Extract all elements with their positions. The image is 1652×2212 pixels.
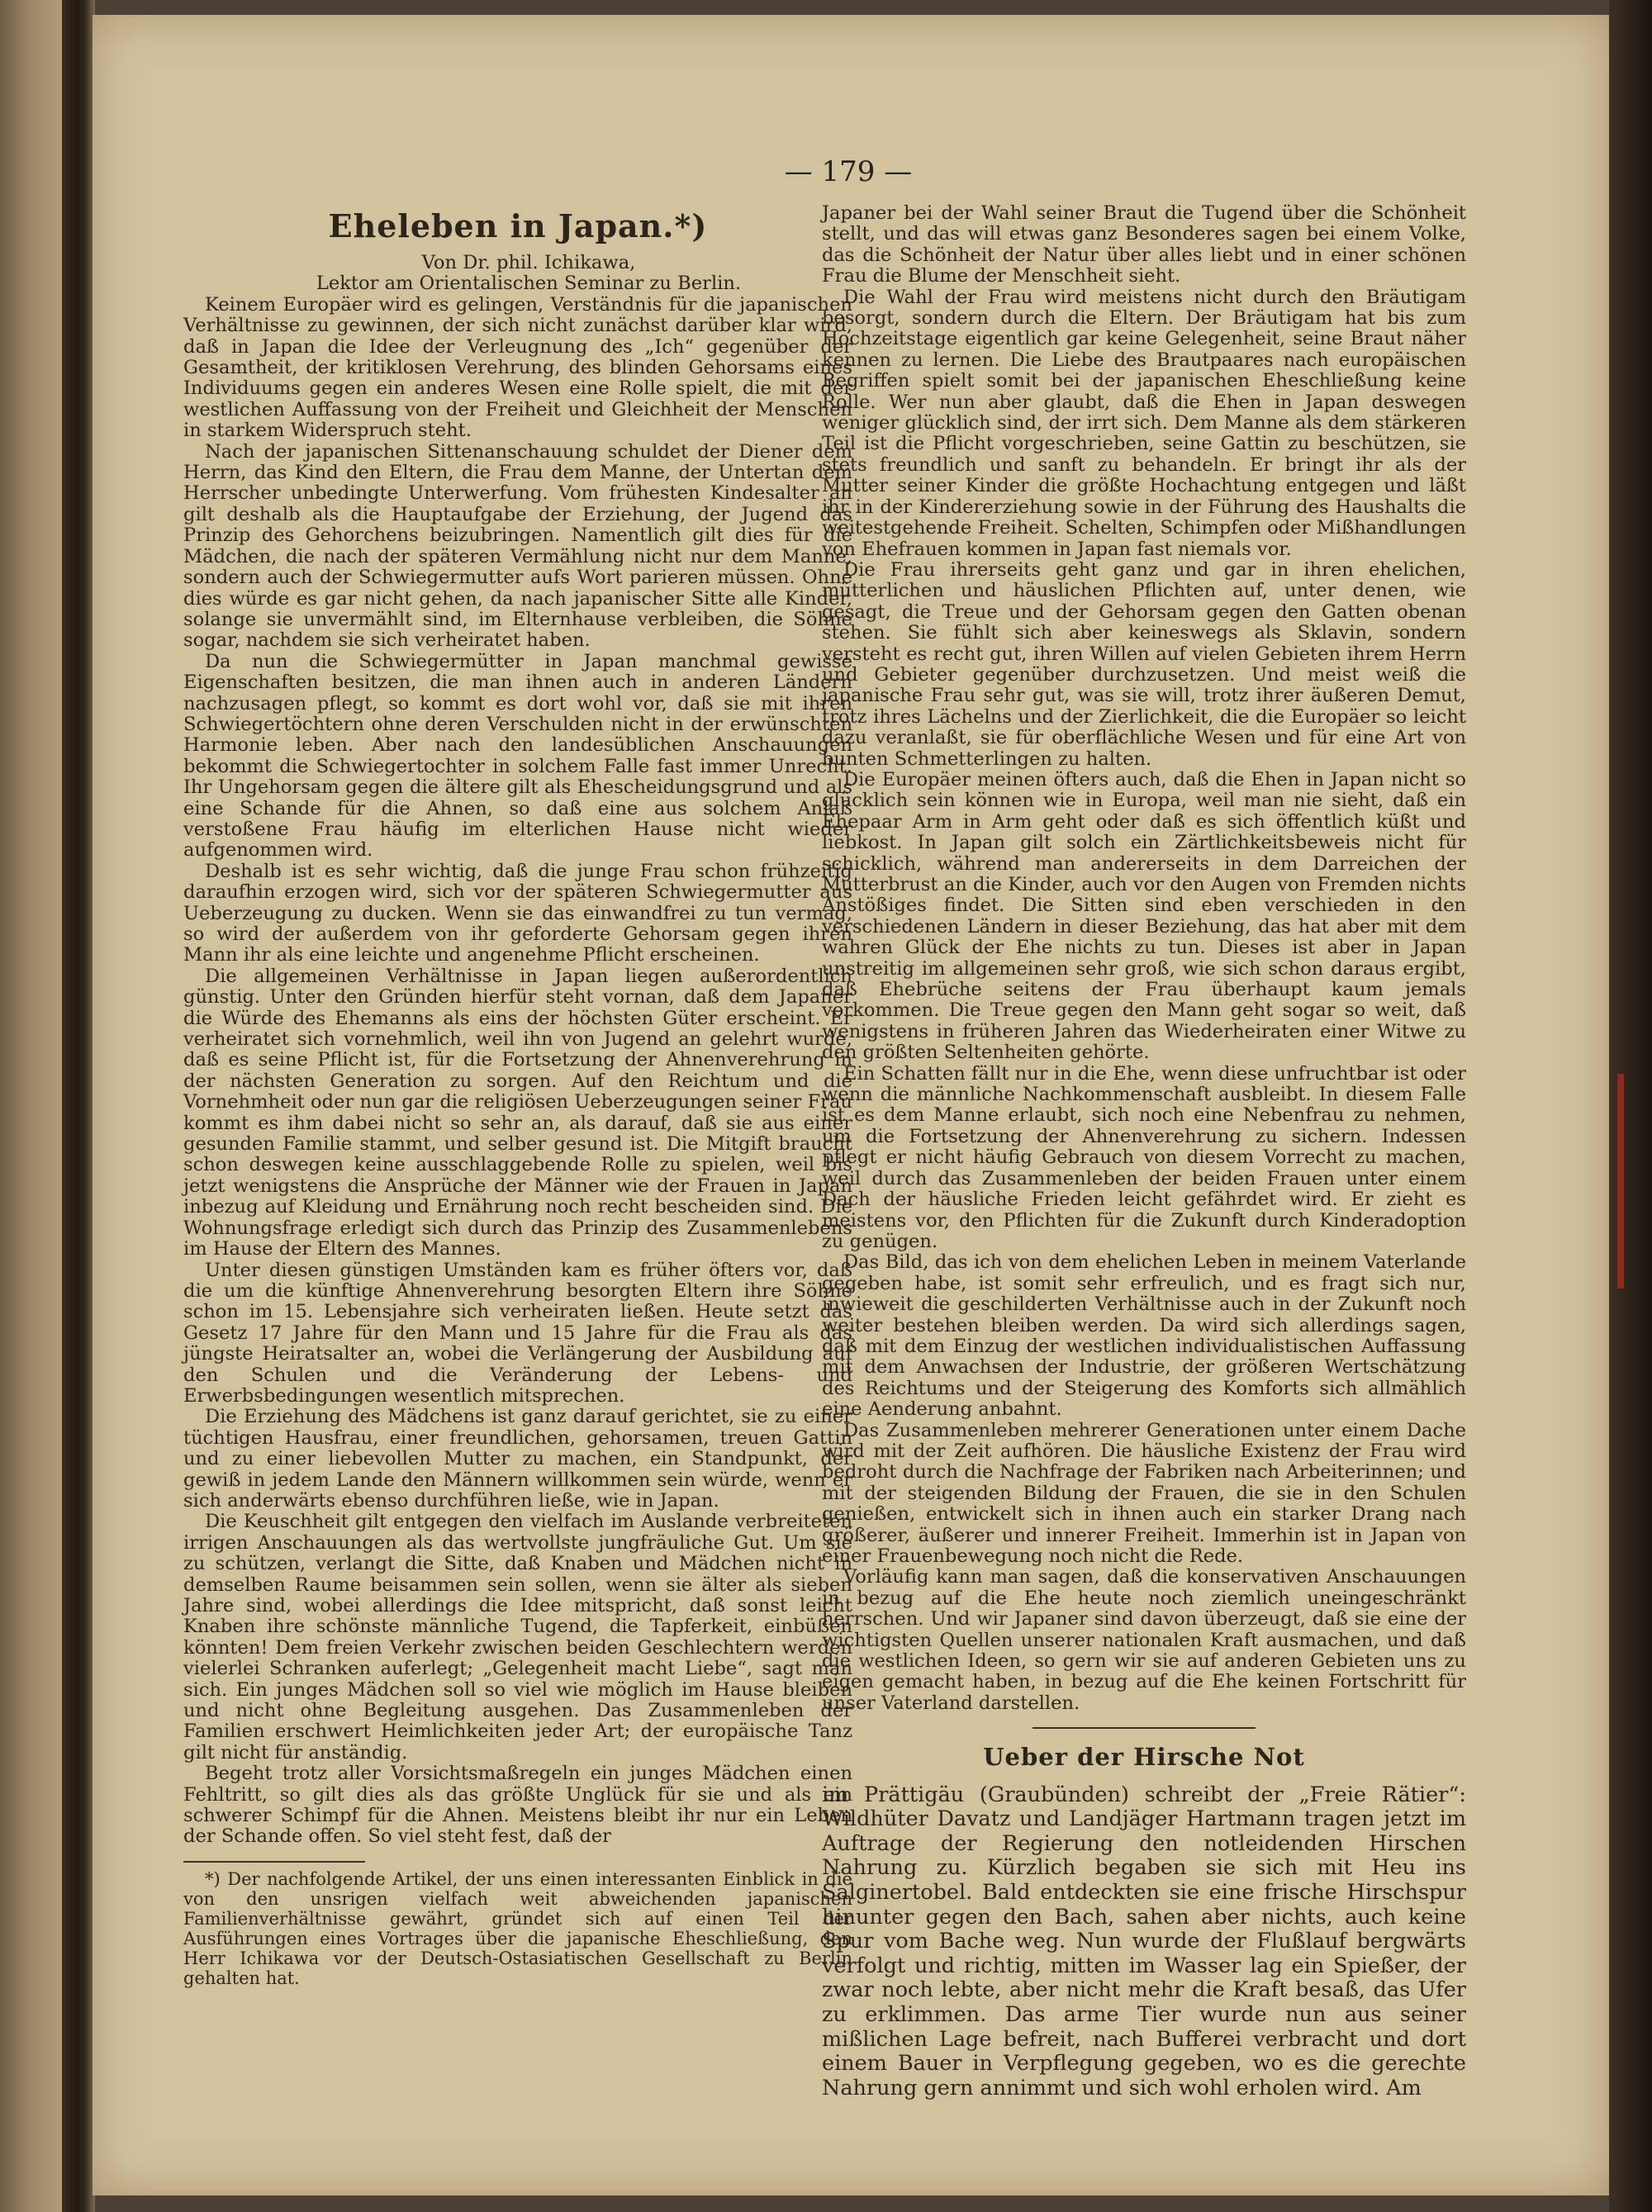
article-title: Eheleben in Japan.*) [328, 207, 708, 244]
paragraph: Deshalb ist es sehr wichtig, daß die junge Frau schon frühzeitig daraufhin erzogen wird, sich vor der späteren Schwiegermutter aus Ueberzeugung zu ducken. Wenn sie das einwandfrei zu tun vermag, so wird der außerdem von ihr geforderte Gehorsam gegen ihren Mann ihr als eine leichte und angenehme Pflicht erscheinen. [183, 860, 852, 966]
left-page-edge [0, 0, 62, 2212]
left-column [183, 203, 852, 1988]
paragraph: Nach der japanischen Sittenanschauung schuldet der Diener dem Herrn, das Kind den Eltern, die Frau dem Manne, der Untertan dem Herrscher unbedingte Unterwerfung. Vom frühesten Kindesalter an gilt deshalb als die Hauptaufgabe der Erziehung, der Jugend das Prinzip des Gehorchens beizubringen. Namentlich gilt dies für die Mädchen, die nach der späteren Vermählung nicht nur dem Manne, sondern auch der Schwiegermutter aufs Wort parieren müssen. Ohne dies würde es gar nicht gehen, da nach japanischer Sitte alle Kinder, solange sie unvermählt sind, im Elternhause verbleiben, die Söhne sogar, nachdem sie sich verheiratet haben. [183, 440, 852, 652]
paragraph: Das Bild, das ich von dem ehelichen Leben in meinem Vaterlande gegeben habe, ist somit sehr erfreulich, und es fragt sich nur, inwieweit die geschilderten Verhältnisse auch in der Zukunft noch weiter bestehen bleiben werden. Da wird sich allerdings sagen, daß mit dem Einzug der westlichen individualistischen Auffassung mit dem Anwachsen der Industrie, der größeren Wertschätzung des Reichtums und der Steigerung des Komforts sich allmählich eine Aenderung anbahnt. [822, 1251, 1466, 1421]
paragraph: Die Europäer meinen öfters auch, daß die Ehen in Japan nicht so glücklich sein können wie in Europa, weil man nie sieht, daß ein Ehepaar Arm in Arm geht oder daß es sich öffentlich küßt und liebkost. In Japan gilt solch ein Zärtlichkeitsbeweis nicht für schicklich, während man andererseits in dem Darreichen der Mutterbrust an die Kinder, auch vor den Augen von Fremden nichts Anstößiges findet. Die Sitten sind eben verschieden in den verschiedenen Ländern in dieser Beziehung, das hat aber mit dem wahren Glück der Ehe nichts zu tun. Dieses ist aber in Japan unstreitig im allgemeinen sehr groß, wie sich schon daraus ergibt, daß Ehebrüche seitens der Frau überhaupt kaum jemals vorkommen. Die Treue gegen den Mann geht sogar so weit, daß wenigstens in früheren Jahren das Wiederheiraten einer Witwe zu den größten Seltenheiten gehörte. [822, 768, 1466, 1064]
book-gutter [62, 0, 95, 2212]
paragraph: Japaner bei der Wahl seiner Braut die Tugend über die Schönheit stellt, und das will etwas ganz Besonderes sagen bei einem Volke, das die Schönheit der Natur über alles liebt und in einer schönen Frau die Blume der Menschheit sieht. [822, 202, 1466, 287]
paragraph: Die Frau ihrerseits geht ganz und gar in ihren ehelichen, mütterlichen und häuslichen Pflichten auf, unter denen, wie gesagt, die Treue und der Gehorsam gegen den Gatten obenan stehen. Sie fühlt sich aber keineswegs als Sklavin, sondern versteht es recht gut, ihren Willen auf vielen Gebieten ihrem Herrn und Gebieter gegenüber durchzusetzen. Und meist weiß die japanische Frau sehr gut, was sie will, trotz ihrer äußeren Demut, trotz ihres Lächelns und der Zierlichkeit, die die Europäer so leicht dazu veranlaßt, sie für oberflächliche Wesen und für eine Art von bunten Schmetterlingen zu halten. [822, 558, 1466, 770]
author-affiliation: Lektor am Orientalischen Seminar zu Berlin. [316, 273, 742, 295]
paragraph: Die Erziehung des Mädchens ist ganz darauf gerichtet, sie zu einer tüchtigen Hausfrau, einer freundlichen, gehorsamen, treuen Gattin und zu einer liebevollen Mutter zu machen, ein Standpunkt, der gewiß in jedem Lande den Männern willkommen sein würde, wenn er sich anderwärts ebenso durchführen ließe, wie in Japan. [183, 1406, 852, 1512]
book-edge [1609, 0, 1652, 2212]
paragraph: Unter diesen günstigen Umständen kam es früher öfters vor, daß die um die künftige Ahnenverehrung besorgten Eltern ihre Söhne schon im 15. Lebensjahre sich verheiraten ließen. Heute setzt das Gesetz 17 Jahre für den Mann und 15 Jahre für die Frau als das jüngste Heiratsalter an, wobei die Verlängerung der Ausbildung auf den Schulen und die Veränderung der Lebens- und Erwerbsbedingungen wesentlich mitsprechen. [183, 1259, 852, 1407]
paragraph: Die allgemeinen Verhältnisse in Japan liegen außerordentlich günstig. Unter den Gründen hierfür steht vornan, daß dem Japaner die Würde des Ehemanns als eins der höchsten Güter erscheint. Er verheiratet sich vornehmlich, weil ihn von Jugend an gelehrt wurde, daß es seine Pflicht ist, für die Fortsetzung der Ahnenverehrung in der nächsten Generation zu sorgen. Auf den Reichtum und die Vornehmheit oder nun gar die religiösen Ueberzeugungen seiner Frau kommt es ihm dabei nicht so sehr an, als darauf, daß sie aus einer gesunden Familie stammt, und selber gesund ist. Die Mitgift braucht schon deswegen keine ausschlaggebende Rolle zu spielen, weil bis jetzt wenigstens die Ansprüche der Männer wie der Frauen in Japan inbezug auf Kleidung und Ernährung noch recht bescheiden sind. Die Wohnungsfrage erledigt sich durch das Prinzip des Zusammenlebens im Hause der Eltern des Mannes. [183, 965, 852, 1260]
page-number: — 179 — [784, 155, 913, 188]
paragraph: im Prättigäu (Graubünden) schreibt der „Freie Rätier“: Wildhüter Davatz und Landjäger Hartmann tragen jetzt im Auftrage der Regierung den notleidenden Hirschen Nahrung zu. Kürzlich begaben sie sich mit Heu ins Salginertobel. Bald entdeckten sie eine frische Hirschspur hinunter gegen den Bach, sahen aber nichts, auch keine Spur vom Bache weg. Nun wurde der Flußlauf bergwärts verfolgt und richtig, mitten im Wasser lag ein Spießer, der zwar noch lebte, aber nicht mehr die Kraft besaß, das Ufer zu erklimmen. Das arme Tier wurde nun aus seiner mißlichen Lage befreit, nach Bufferei verbracht und dort einem Bauer in Verpflegung gegeben, wo es die gerechte Nahrung gern annimmt und sich wohl erholen wird. Am [822, 1782, 1466, 2100]
article-separator [1032, 1727, 1256, 1729]
paragraph: Begeht trotz aller Vorsichtsmaßregeln ein junges Mädchen einen Fehltritt, so gilt dies als das größte Unglück für sie und als ein schwerer Schimpf für die Ahnen. Meistens bleibt ihr nur ein Leben der Schande offen. So viel steht fest, daß der [183, 1763, 852, 1848]
paragraph: Das Zusammenleben mehrerer Generationen unter einem Dache wird mit der Zeit aufhören. Die häusliche Existenz der Frau wird bedroht durch die Nachfrage der Fabriken nach Arbeiterinnen; und mit der steigenden Bildung der Frauen, die sie in den Schulen genießen, entwickelt sich in ihnen auch ein starker Drang nach größerer, äußerer und innerer Freiheit. Immerhin ist in Japan von einer Frauenbewegung noch nicht die Rede. [822, 1419, 1466, 1567]
page [93, 15, 1609, 2195]
paragraph: Keinem Europäer wird es gelingen, Verständnis für die japanischen Verhältnisse zu gewinnen, der sich nicht zunächst darüber klar wird, daß in Japan die Idee der Verleugnung des „Ich“ gegenüber der Gesamtheit, der kritiklosen Verehrung, des blinden Gehorsams eines Individuums gegen ein anderes Wesen eine Rolle spielt, die mit der westlichen Auffassung von der Freiheit und Gleichheit der Menschen in starkem Widerspruch steht. [183, 293, 852, 442]
author-byline: Von Dr. phil. Ichikawa, [421, 252, 636, 273]
paragraph: Ein Schatten fällt nur in die Ehe, wenn diese unfruchtbar ist oder wenn die männliche Nachkommenschaft ausbleibt. In diesem Falle ist es dem Manne erlaubt, sich noch eine Nebenfrau zu nehmen, um die Fortsetzung der Ahnenverehrung zu sichern. Indessen pflegt er nicht häufig Gebrauch von diesem Vorrecht zu machen, weil durch das Zusammenleben der beiden Frauen unter einem Dach der häusliche Frieden leicht gefährdet wird. Er zieht es meistens vor, den Pflichten für die Zukunft durch Kinderadoption zu genügen. [822, 1062, 1466, 1252]
footnote-rule [183, 1861, 365, 1863]
paragraph: Die Wahl der Frau wird meistens nicht durch den Bräutigam besorgt, sondern durch die Eltern. Der Bräutigam hat bis zum Hochzeitstage eigentlich gar keine Gelegenheit, seine Braut näher kennen zu lernen. Die Liebe des Brautpaares nach europäischen Begriffen spielt somit bei der japanischen Eheschließung keine Rolle. Wer nun aber glaubt, daß die Ehen in Japan deswegen weniger glücklich sind, der irrt sich. Dem Manne als dem stärkeren Teil ist die Pflicht vorgeschrieben, seine Gattin zu beschützen, sie stets freundlich und sanft zu behandeln. Er bringt ihr als der Mutter seiner Kinder die größte Hochachtung entgegen und läßt ihr in der Kindererziehung sowie in der Führung des Haushalts die weitestgehende Freiheit. Schelten, Schimpfen oder Mißhandlungen von Ehefrauen kommen in Japan fast niemals vor. [822, 286, 1466, 560]
article-title: Ueber der Hirsche Not [983, 1743, 1305, 1772]
ribbon-marker [1617, 1074, 1624, 1289]
right-column [822, 203, 1466, 2100]
footnote: *) Der nachfolgende Artikel, der uns einen interessanten Einblick in die von den unsrigen vielfach weit abweichenden japanischen Familienverhältnisse gewährt, gründet sich auf einen Teil der Ausführungen eines Vortrages über die japanische Eheschließung, den Herr Ichikawa vor der Deutsch-Ostasiatischen Gesellschaft zu Berlin gehalten hat. [183, 1868, 852, 1988]
paragraph: Die Keuschheit gilt entgegen den vielfach im Auslande verbreiteten irrigen Anschauungen als das wertvollste jungfräuliche Gut. Um sie zu schützen, verlangt die Sitte, daß Knaben und Mädchen nicht in demselben Raume beisammen sein sollen, wenn sie älter als sieben Jahre sind, wobei allerdings die Idee mitspricht, daß sonst leicht Knaben ihre schönste männliche Tugend, die Tapferkeit, einbüßen könnten! Dem freien Verkehr zwischen beiden Geschlechtern werden vielerlei Schranken auferlegt; „Gelegenheit macht Liebe“, sagt man sich. Ein junges Mädchen soll so viel wie möglich im Hause bleiben und nicht ohne Begleitung ausgehen. Das Zusammenleben der Familien erschwert Heimlichkeiten jeder Art; der europäische Tanz gilt nicht für anständig. [183, 1511, 852, 1763]
paragraph: Da nun die Schwiegermütter in Japan manchmal gewisse Eigenschaften besitzen, die man ihnen auch in anderen Ländern nachzusagen pflegt, so kommt es dort wohl vor, daß sie mit ihren Schwiegertöchtern ohne deren Verschulden nicht in der erwünschten Harmonie leben. Aber nach den landesüblichen Anschauungen bekommt die Schwiegertochter in solchem Falle fast immer Unrecht. Ihr Ungehorsam gegen die ältere gilt als Ehescheidungsgrund und als eine Schande für die Ahnen, so daß eine aus solchem Anlaß verstoßene Frau häufig im elterlichen Hause nicht wieder aufgenommen wird. [183, 650, 852, 862]
paragraph: Vorläufig kann man sagen, daß die konservativen Anschauungen in bezug auf die Ehe heute noch ziemlich uneingeschränkt herrschen. Und wir Japaner sind davon überzeugt, daß sie eine der wichtigsten Quellen unserer nationalen Kraft ausmachen, und daß die westlichen Ideen, so gern wir sie auf anderen Gebieten uns zu eigen gemacht haben, in bezug auf die Ehe keinen Fortschritt für unser Vaterland darstellen. [822, 1566, 1466, 1714]
